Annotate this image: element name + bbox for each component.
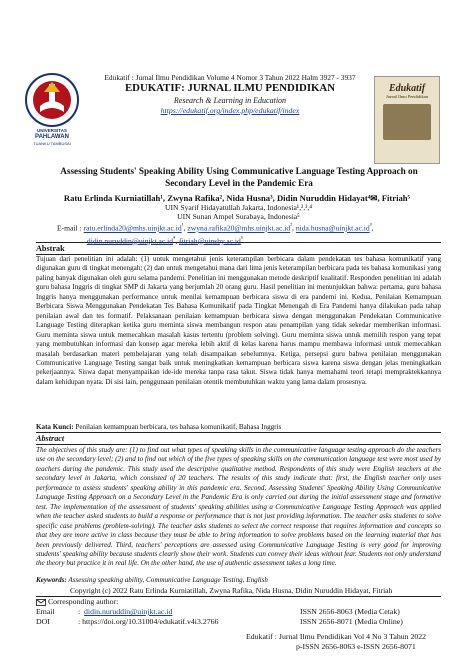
cover-image <box>383 104 431 140</box>
corresponding-email-link[interactable]: didin.nuruddin@uinjkt.ac.id <box>84 607 173 616</box>
abstract-keywords-text: Assessing speaking ability, Communicative Language Testing, English <box>68 576 268 584</box>
journal-cover-thumbnail <box>374 76 440 164</box>
logo-arc-text: UNIVERSITAS <box>37 128 67 133</box>
email-sup-3: ³ <box>369 222 372 229</box>
abstrak-keywords-text: Penilaian kemampuan berbicara, tes bahasa komunikatif, Bahasa Inggris <box>75 423 282 431</box>
abstract-keywords <box>36 576 441 585</box>
page-footer-journal: Edukatif : Jurnal Ilmu Pendidikan Vol 4 No 3 Tahun 2022 <box>246 632 427 641</box>
email-key: Email <box>36 607 55 616</box>
university-logo <box>18 72 86 164</box>
journal-title: EDUKATIF: JURNAL ILMU PENDIDIKAN <box>124 82 336 94</box>
email-sep: : <box>78 607 81 616</box>
affiliation-1: UIN Syarif Hidayatullah Jakarta, Indonesia¹,²,³,⁴ <box>165 203 312 212</box>
journal-subtitle: Research & Learning in Education <box>173 96 287 105</box>
email-sup-2: ² <box>290 222 293 229</box>
divider-abstract <box>36 444 441 445</box>
abstract-body: The objectives of this study are: (1) to find out what types of speaking skills in the communicative language testing approach do the teachers use on the secondary level; (2) and to find out which of the five types of speaking skills on the communication language test were most used by teachers during the pandemic. This study used the descriptive qualitative method. Respondents of this study were English teachers at the secondary level in Jakarta, which consisted of 20 teachers. The results of this study indicate that: first, the English teacher only uses performance to assess students' speaking ability in this pandemic era. Second, Assessing Students' Speaking Ability Using Communicative Language Testing Approach on a Secondary Level in the Pandemic Era is only carried out during the initial assessment stage and formative test. The implementation of the assessment of students' speaking abilities using a Communicative Language Testing Approach was applied when the teacher asked students to build a response or performance that is not just providing information. The teacher asks students to solve specific case problems (problem-solving). The teacher asks students to select the correct response that requires information and concepts so that they are more active in class because they must be able to bring information to solve problems based on the learning material that has been previously delivered. Third, teachers' perceptions are assessed using Communicative Language Testing is very good for improving students' speaking ability because students clearly show their work. Students can convey their ideas without fear. Students not only understand the theory but practice it in real life. On the other hand, the use of authentic assessment takes a long time. <box>36 446 441 568</box>
abstract-keywords-label: Keywords: <box>36 576 67 584</box>
copyright-notice: Copyright (c) 2022 Ratu Erlinda Kurniatillah, Zwyna Rafika, Nida Husna, Didin Nuruddin Hidayat, Fitriah <box>70 586 393 595</box>
doi-value[interactable]: : https://doi.org/10.31004/edukatif.v4i3.2766 <box>78 617 219 626</box>
cover-title: Edukatif <box>388 83 426 94</box>
cover-sub: Jurnal Ilmu Pendidikan <box>386 94 428 99</box>
email-sup-4: ⁴ <box>173 234 176 242</box>
envelope-icon <box>36 599 46 606</box>
corresponding-author-row <box>36 597 118 606</box>
author-list: Ratu Erlinda Kurniatillah¹, Zwyna Rafika², Nida Husna³, Didin Nuruddin Hidayat⁴✉, Fitriah⁵ <box>63 193 411 203</box>
email-link-3[interactable]: nida.husna@uinjkt.ac.id <box>295 223 370 233</box>
university-seal-icon <box>18 72 86 164</box>
email-link-2[interactable]: zwyna.rafika20@mhs.uinjkt.ac.id <box>187 223 291 233</box>
divider-abstract-top <box>36 432 441 433</box>
email-link-4[interactable]: didin.nuruddin@uinjkt.ac.id <box>86 236 173 246</box>
article-title: Assessing Students' Speaking Ability Using Communicative Language Testing Approach on Secondary Level in the Pandemic Era <box>60 166 418 188</box>
logo-name: PAHLAWAN <box>35 134 69 140</box>
issn-online: ISSN 2656-8071 (Media Online) <box>300 617 403 626</box>
email-sup-1: ¹ <box>181 222 184 229</box>
abstrak-heading: Abstrak <box>36 244 65 253</box>
abstract-heading: Abstract <box>36 434 65 443</box>
email-link-1[interactable]: ratu.erlinda20@mhs.uinjkt.ac.id <box>83 223 182 233</box>
logo-sub: TUANKU TAMBUSAI <box>33 141 71 146</box>
doi-key: DOI <box>36 617 50 626</box>
journal-volume-line: Edukatif : Jurnal Ilmu Pendidikan Volume 4 Nomor 3 Tahun 2022 Halm 3927 - 3937 <box>104 73 356 82</box>
corresponding-label: Corresponding author: <box>47 597 119 606</box>
affiliation-2: UIN Sunan Ampel Surabaya, Indonesia⁵ <box>177 212 300 221</box>
abstrak-keywords <box>36 423 441 432</box>
abstrak-keywords-label: Kata Kunci: <box>36 423 74 431</box>
email-link-5[interactable]: fitriah@uinsby.ac.id <box>179 236 241 246</box>
issn-print: ISSN 2656-8063 (Media Cetak) <box>300 607 400 616</box>
divider-top <box>36 242 441 243</box>
email-block: E-mail : $ratu.erlinda20@mhs.uinjkt.ac.id^{^1}$, $zwyna.rafika20@mhs.uinjkt.ac.id^{^2}$, $nida.husna@uinjkt.ac.id^{^3}$, $didin.nuruddin@uinjkt.ac.id^{^4}$, $fitriah@uinsby.ac.id^{^5}$ <box>57 222 374 246</box>
journal-url-link[interactable]: https://edukatif.org/index.php/edukatif/index <box>160 106 300 115</box>
email-sup-5: ⁵ <box>240 234 243 242</box>
abstrak-body: Tujuan dari penelitian ini adalah: (1) untuk mengetahui jenis keterampilan berbicara dalam pendekatan tes bahasa komunikatif yang digunakan guru di tingkat menengah; (2) dan untuk mengetahui mana dari lima jenis keterampilan berbicara pada tes bahasa komunikasi yang paling banyak digunakan oleh guru selama pandemi. Penelitian ini menggunakan metode deskriptif kualitatif. Responden penelitian ini adalah guru bahasa Inggris di tingkat SMP di Jakarta yang berjumlah 20 orang guru. Hasil penelitian ini menunjukkan bahwa: pertama, guru bahasa Inggris hanya menggunakan performance untuk menilai kemampuan berbicara siswa di era pandemi ini. Kedua, Penilaian Kemampuan Berbicara Siswa Menggunakan Pendekatan Tes Bahasa Komunikatif pada Tingkat Menengah di Era Pandemi hanya dilakukan pada tahap penilaian awal dan tes formatif. Pelaksanaan penilaian kemampuan berbicara siswa dengan menggunakan Pendekatan Communicative Language Testing diterapkan ketika guru meminta siswa membangun respon atau penampilan yang tidak sekedar memberikan informasi. Guru meminta siswa untuk memecahkan masalah kasus tertentu (problem solving). Guru meminta siswa untuk memilih respon yang tepat yang membutuhkan informasi dan konsep agar mereka lebih aktif di kelas karena harus mampu membawa informasi untuk memecahkan masalah berdasarkan materi pembelajaran yang telah disampaikan sebelumnya. Ketiga, persepsi guru bahwa penilaian menggunakan Communicative Language Testing sangat baik untuk meningkatkan kemampuan berbicara siswa karena siswa dengan jelas meningkatkan pekerjaannya. Siswa dapat menyampaikan ide-ide mereka tanpa rasa takut. Siswa tidak hanya memahami teori tetapi mempraktekkannya dalam kehidupan nyata. Di sisi lain, penggunaan penilaian otentik membutuhkan waktu yang lama dalam prosesnya. <box>36 255 441 386</box>
email-label: E-mail : <box>57 223 82 233</box>
page-footer-issn: p-ISSN 2656-8063 e-ISSN 2656-8071 <box>296 642 416 651</box>
